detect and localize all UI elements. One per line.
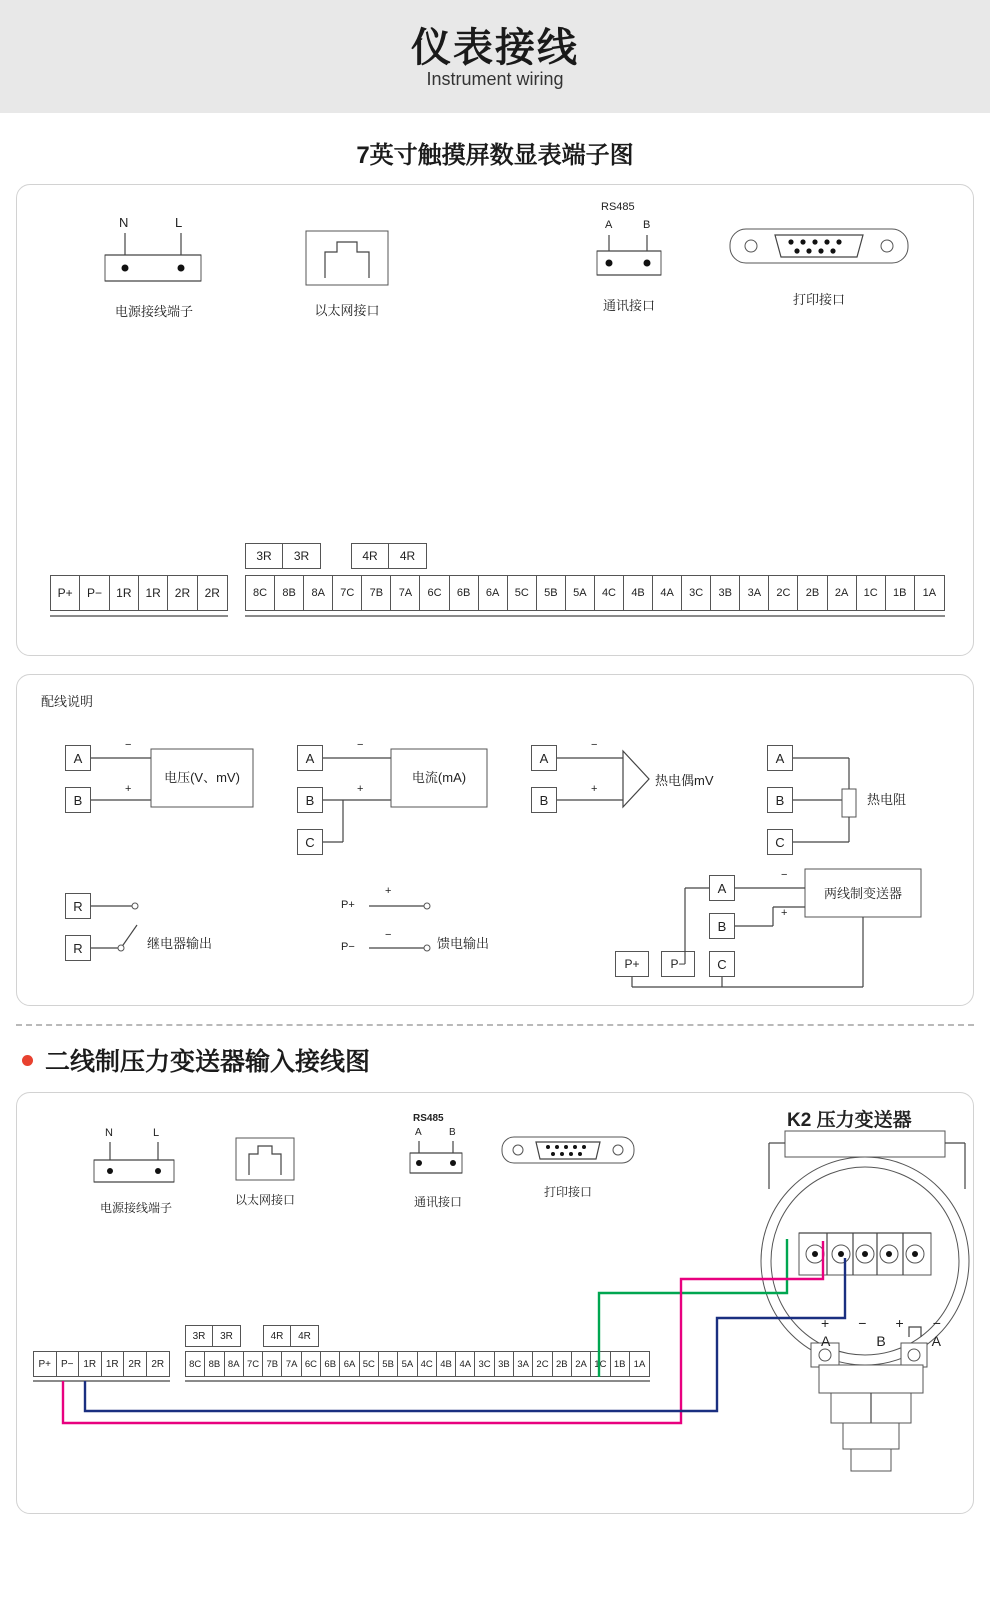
terminal-pin: 2R xyxy=(151,1358,165,1370)
terminal-pin: 6C xyxy=(420,576,449,610)
wiring-instructions-card xyxy=(16,674,974,1006)
terminal-pin: 8B xyxy=(205,1352,224,1376)
twt-terminal-a: A xyxy=(709,875,735,901)
device-sign-2: − xyxy=(858,1315,867,1331)
terminal-pin: 2B xyxy=(798,576,827,610)
thermocouple-group xyxy=(517,737,737,827)
terminal-pin: 7C xyxy=(333,576,362,610)
terminal-pin: 2B xyxy=(553,1352,572,1376)
terminal-pin: 1R xyxy=(139,576,168,610)
pressure-transmitter-device xyxy=(759,1129,989,1489)
terminal-pin: P− xyxy=(57,1352,80,1376)
small-terminal-pin: 3R xyxy=(185,1325,213,1347)
terminal-pin: 6C xyxy=(302,1352,321,1376)
ethernet-port-label: 以太网接口 xyxy=(314,303,380,318)
terminal-pin: 6A xyxy=(340,1352,359,1376)
device-label-b: B xyxy=(876,1333,886,1349)
terminal-pin: 4B xyxy=(437,1352,456,1376)
device-sign-3: + xyxy=(895,1315,904,1331)
terminal-pin: 1R xyxy=(110,576,139,610)
feed-terminal-pminus: P− xyxy=(341,941,355,953)
power-pin-l-label: L xyxy=(175,215,183,230)
twt-sign-plus: + xyxy=(781,907,788,919)
thermocouple-terminal-a: A xyxy=(531,745,557,771)
current-terminal-a: A xyxy=(297,745,323,771)
rtd-terminal-a: A xyxy=(767,745,793,771)
current-input-label: 电流(mA) xyxy=(411,770,467,785)
terminal-pin: 2A xyxy=(572,1352,591,1376)
section-divider xyxy=(16,1024,974,1026)
s3-print-label: 打印接口 xyxy=(543,1185,592,1199)
s3-comm-pin-a: A xyxy=(415,1127,422,1138)
terminal-pin: 6B xyxy=(321,1352,340,1376)
terminal-pin: 1R xyxy=(102,1352,125,1376)
voltage-terminal-a: A xyxy=(65,745,91,771)
terminal-pin: 5A xyxy=(398,1352,417,1376)
wiring-instructions-title: 配线说明 xyxy=(41,694,94,709)
voltage-sign-plus: + xyxy=(125,783,132,795)
device-label-a: A xyxy=(821,1333,831,1349)
ethernet-port-group xyxy=(305,230,389,319)
relay-terminal-r2: R xyxy=(65,935,91,961)
feed-sign-minus: − xyxy=(385,929,392,941)
s3-power-pin-l: L xyxy=(153,1127,160,1139)
terminal-pin: 2R xyxy=(204,586,220,600)
terminal-pin: 2R xyxy=(168,576,197,610)
terminal-pin: 3A xyxy=(514,1352,533,1376)
section3-heading xyxy=(22,1042,990,1078)
two-wire-transmitter-group xyxy=(605,861,965,991)
terminal-pin: 1B xyxy=(886,576,915,610)
s3-upper-small-terminals xyxy=(185,1325,319,1347)
terminal-pin: 1C xyxy=(857,576,886,610)
twt-terminal-pplus: P+ xyxy=(615,951,649,977)
relay-output-label: 继电器输出 xyxy=(147,936,213,951)
header-title-cn: 仪表接线 xyxy=(411,25,579,70)
terminal-pin: 2A xyxy=(828,576,857,610)
terminal-pin: 1B xyxy=(611,1352,630,1376)
device-label-a2: A xyxy=(931,1333,941,1349)
voltage-input-group xyxy=(51,737,271,827)
s3-comm-rs485: RS485 xyxy=(413,1113,444,1124)
terminal-pin: 7B xyxy=(263,1352,282,1376)
terminal-pin: 4A xyxy=(456,1352,475,1376)
pressure-transmitter-wiring-card xyxy=(16,1092,974,1514)
comm-port-label: 通讯接口 xyxy=(602,298,655,313)
rtd-group xyxy=(753,737,963,850)
voltage-input-label: 电压(V、mV) xyxy=(164,770,240,785)
upper-small-terminals xyxy=(245,543,427,569)
terminal-pin: 4C xyxy=(595,576,624,610)
device-sign-1: + xyxy=(821,1315,830,1331)
terminal-pin: 3B xyxy=(495,1352,514,1376)
rtd-label: 热电阻 xyxy=(867,792,907,807)
terminal-pin: 5C xyxy=(360,1352,379,1376)
terminal-pin: 4A xyxy=(653,576,682,610)
twt-terminal-b: B xyxy=(709,913,735,939)
power-terminal-label: 电源接线端子 xyxy=(114,304,193,319)
terminal-pin: 8C xyxy=(246,576,275,610)
terminal-pin: 1A xyxy=(633,1358,646,1370)
main-terminal-block xyxy=(245,575,945,621)
twt-sign-minus: − xyxy=(781,869,788,881)
s3-main-terminal-block xyxy=(185,1351,650,1385)
comm-pin-b-label: B xyxy=(643,219,651,231)
relay-terminal-r1: R xyxy=(65,893,91,919)
s3-power-terminal-label: 电源接线端子 xyxy=(99,1201,172,1215)
s3-ethernet-label: 以太网接口 xyxy=(235,1193,296,1207)
terminal-pin: 2C xyxy=(769,576,798,610)
power-pin-n-label: N xyxy=(119,215,129,230)
terminal-pin: 1A xyxy=(922,587,937,599)
terminal-pin: 8A xyxy=(225,1352,244,1376)
small-terminal-pin: 3R xyxy=(283,543,321,569)
device-sign-4: − xyxy=(932,1315,941,1331)
terminal-pin: 8A xyxy=(304,576,333,610)
current-input-group xyxy=(283,737,503,850)
small-terminal-pin: 4R xyxy=(351,543,389,569)
small-terminal-pin: 4R xyxy=(389,543,427,569)
rtd-terminal-c: C xyxy=(767,829,793,855)
terminal-pin: 1R xyxy=(79,1352,102,1376)
page-header xyxy=(0,0,990,113)
small-terminal-pin: 3R xyxy=(245,543,283,569)
terminal-pin: 2R xyxy=(124,1352,147,1376)
terminal-diagram-card xyxy=(16,184,974,656)
terminal-pin: P+ xyxy=(51,576,80,610)
s3-comm-pin-b: B xyxy=(449,1127,456,1138)
left-terminal-block xyxy=(50,575,228,621)
terminal-pin: 7C xyxy=(244,1352,263,1376)
current-terminal-c: C xyxy=(297,829,323,855)
voltage-sign-minus: − xyxy=(125,739,132,751)
terminal-pin: 3B xyxy=(711,576,740,610)
feed-output-label: 馈电输出 xyxy=(437,936,490,951)
terminal-pin: 3C xyxy=(475,1352,494,1376)
header-title-en: Instrument wiring xyxy=(426,68,564,89)
terminal-pin: 7A xyxy=(282,1352,301,1376)
terminal-pin: 5C xyxy=(508,576,537,610)
s3-comm-label: 通讯接口 xyxy=(413,1195,462,1209)
thermocouple-label: 热电偶mV xyxy=(655,773,714,788)
terminal-pin: 3C xyxy=(682,576,711,610)
current-sign-minus: − xyxy=(357,739,364,751)
current-terminal-b: B xyxy=(297,787,323,813)
thermocouple-sign-plus: + xyxy=(591,783,598,795)
terminal-pin: 1C xyxy=(591,1352,610,1376)
feed-sign-plus: + xyxy=(385,885,392,897)
small-terminal-pin: 4R xyxy=(263,1325,291,1347)
section1-title: 7英寸触摸屏数显表端子图 xyxy=(356,142,634,169)
terminal-pin: 5A xyxy=(566,576,595,610)
terminal-pin: P+ xyxy=(34,1352,57,1376)
terminal-pin: 7B xyxy=(362,576,391,610)
terminal-pin: 8C xyxy=(186,1352,205,1376)
s3-ethernet-group xyxy=(235,1137,295,1208)
terminal-pin: 7A xyxy=(391,576,420,610)
terminal-pin: 4C xyxy=(418,1352,437,1376)
thermocouple-terminal-b: B xyxy=(531,787,557,813)
device-title: K2 压力变送器 xyxy=(787,1110,912,1131)
small-terminal-pin: 3R xyxy=(213,1325,241,1347)
comm-pin-a-label: A xyxy=(605,219,613,231)
print-port-group xyxy=(729,223,909,308)
bullet-dot-icon xyxy=(22,1055,33,1066)
s3-print-group xyxy=(501,1133,635,1200)
terminal-pin: 6A xyxy=(479,576,508,610)
small-terminal-pin: 4R xyxy=(291,1325,319,1347)
twt-terminal-c: C xyxy=(709,951,735,977)
s3-left-terminal-block xyxy=(33,1351,170,1385)
terminal-pin: 5B xyxy=(379,1352,398,1376)
terminal-pin: 6B xyxy=(450,576,479,610)
rtd-terminal-b: B xyxy=(767,787,793,813)
thermocouple-sign-minus: − xyxy=(591,739,598,751)
terminal-pin: P− xyxy=(80,576,109,610)
twt-terminal-pminus: P− xyxy=(661,951,695,977)
voltage-terminal-b: B xyxy=(65,787,91,813)
print-port-label: 打印接口 xyxy=(792,292,845,307)
comm-rs485-label: RS485 xyxy=(601,201,635,213)
terminal-pin: 2C xyxy=(533,1352,552,1376)
feed-terminal-pplus: P+ xyxy=(341,899,355,911)
terminal-pin: 4B xyxy=(624,576,653,610)
current-sign-plus: + xyxy=(357,783,364,795)
feed-output-group xyxy=(337,885,577,975)
terminal-pin: 8B xyxy=(275,576,304,610)
terminal-pin: 3A xyxy=(740,576,769,610)
terminal-pin: 5B xyxy=(537,576,566,610)
relay-output-group xyxy=(51,885,271,975)
s3-power-pin-n: N xyxy=(105,1127,113,1139)
section3-title: 二线制压力变送器输入接线图 xyxy=(45,1048,371,1076)
two-wire-transmitter-label: 两线制变送器 xyxy=(823,886,902,901)
